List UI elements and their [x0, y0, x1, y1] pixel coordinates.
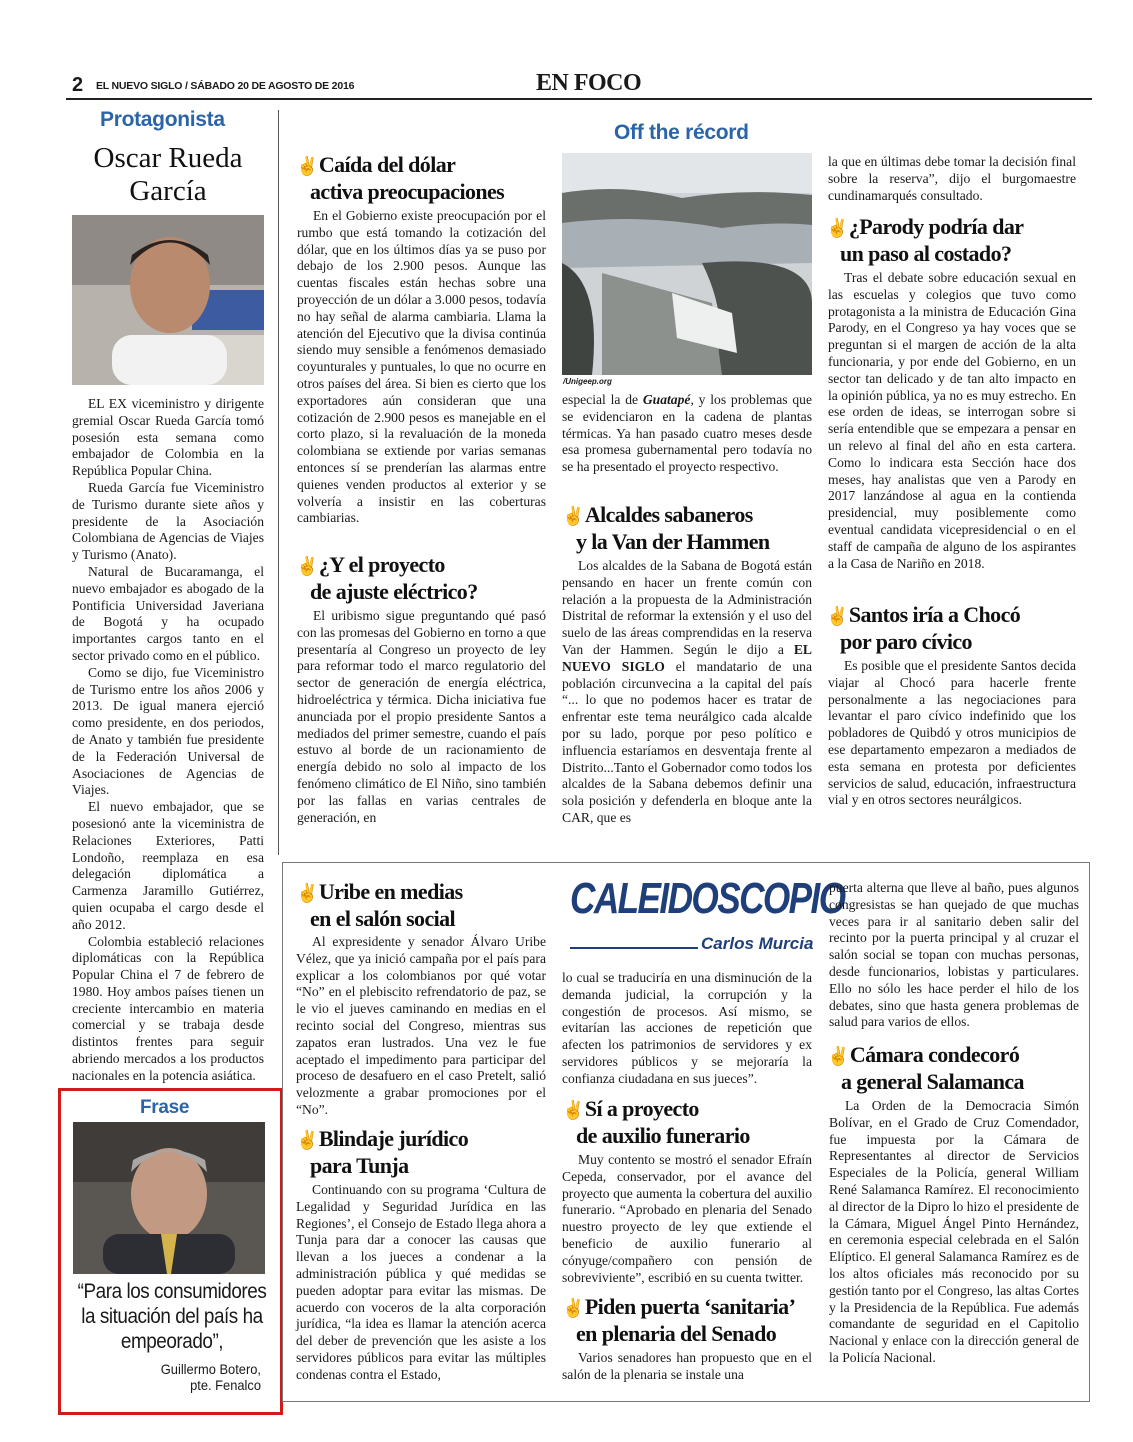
peace-sign-icon: ✌ [562, 1298, 584, 1318]
article-alcaldes-sabaneros: Los alcaldes de la Sabana de Bogotá están pensando en hacer un frente común con relación a la propuesta de la Administración Distrital de reformar la extensión y el uso del suelo de las áreas comprendidas en la reserva Van der Hammen. Según le dijo a EL NUEVO SIGLO el mandatario de una población circunvecina a la capital del país “... lo que no podemos hacer es tratar de enfrentar este tema neurálgico cada alcalde por su lado, porque por peso político e influencia estaríamos en desventaja frente al Distrito...Tanto el Gobernador como todos los alcaldes de la Sabana debemos definir una sola posición y defenderla en bloque ante la CAR, que es [562, 558, 812, 825]
protagonista-paragraph: Natural de Bucaramanga, el nuevo embajador es abogado de la Pontificia Universidad Javeriana de Bogotá y ha ocupado importantes cargos tanto en el sector privado como en el público. [72, 563, 264, 663]
caleidoscopio-author: Carlos Murcia [701, 934, 814, 953]
protagonista-name: Oscar Rueda García [93, 142, 243, 207]
protagonist-photo [72, 215, 264, 385]
article-caida-dolar: En el Gobierno existe preocupación por el rumbo que está tomando la cotización del dólar, que en los últimos días ya se puso por debajo de los 2.900 pesos. Aunque las cuentas fiscales están hechas sobre una proyección de un dólar a 3.000 pesos, todavía no hay señal de alarma cambiaria. Llama la atención del Ejecutivo que la divisa continúa siendo muy sensible a fenómenos demasiado coyunturales y puntuales, lo que no ocurre en otros países del área. Si bien es cierto que los exportadores aún consideran que una cotización de 2.900 pesos es manejable en el corto plazo, si la revaluación de la moneda colombiana se extiende por varias semanas entonces sí se prenderían las alarmas entre quienes venden productos al exterior y se volvería a insistir en las coberturas cambiarias. [297, 208, 546, 526]
peace-sign-icon: ✌ [826, 606, 848, 626]
article-puerta-alterna: puerta alterna que lleve al baño, pues algunos congresistas se han quejado de que muchas veces para ir al sanitario deben salir del recinto por la puerta principal y al cruzar el salón social se topan con muchas personas, desde funcionarios, lobistas y particulares. Ello no sólo les hace perder el hilo de los debates, sino que hasta genera problemas de salud para varios de ellos. [829, 880, 1079, 1030]
frase-quote: “Para los consumidores la situación del país ha empeorado”, [77, 1280, 267, 1353]
article-blindaje-juridico: Continuando con su programa ‘Cultura de Legalidad y Seguridad Jurídica en las Regiones’, el Consejo de Estado llega ahora a Tunja para dar a conocer las causas que llevan a los jueces a condenar a la administración pública y qué medidas se pueden adoptar para evitar las mismas. De acuerdo con voceros de la alta corporación jurídica, “la idea es llamar la atención acerca del deber de prevención que les asiste a los servidores públicos para evitar las múltiples condenas contra el Estado, [296, 1182, 546, 1382]
peace-sign-icon: ✌ [562, 506, 584, 526]
headline-ajuste-electrico: ✌¿Y el proyecto de ajuste eléctrico? [296, 552, 478, 604]
headline-parody: ✌¿Parody podría dar un paso al costado? [826, 214, 1024, 266]
peace-sign-icon: ✌ [827, 1046, 849, 1066]
article-camara-condecoro: La Orden de la Democracia Simón Bolívar, en el Grado de Cruz Comendador, fue impuesta por la Cámara de Representantes al director de Servicios Especiales de la Policía, general William René Salamanca Ramírez. El reconocimiento al director de la Dipro lo hizo el presidente de la Cámara, Miguel Ángel Pinto Hernández, en ceremonia especial celebrada en el Salón Elíptico. El general Salamanca Ramírez es de los altos oficiales más reconocido por su gestión tanto por el Congreso, las altas Cortes y la Presidencia de la República. Fue además comandante de seguridad en el Capitolio Nacional y enlace con la dirección general de la Policía Nacional. [829, 1098, 1079, 1365]
protagonista-kicker: Protagonista [100, 108, 225, 131]
article-santos-choco: Es posible que el presidente Santos decida viajar al Chocó para hacerle frente personalmente a las negociaciones para levantar el paro cívico indefinido que los pobladores de Quibdó y otros municipios de ese departamento empezaron a mediados de esta semana en protesta por deficientes servicios de salud, educación, infraestructura vial y en otros sectores neurálgicos. [828, 658, 1076, 808]
article-puerta-sanitaria: Varios senadores han propuesto que en el salón de la plenaria se instale una [562, 1350, 812, 1382]
peace-sign-icon: ✌ [296, 156, 318, 176]
headline-camara-condecoro: ✌Cámara condecoró a general Salamanca [827, 1042, 1024, 1094]
protagonista-paragraph: Rueda García fue Viceministro de Turismo durante siete años y presidente de la Asociación Colombiana de Agencias de Viajes y Turismo (Anato). [72, 479, 264, 563]
frase-kicker: Frase [140, 1097, 190, 1118]
section-title: EN FOCO [536, 70, 642, 96]
protagonista-paragraph: Colombia estableció relaciones diplomáticas con la República Popular China el 7 de febrero de 1980. Hoy ambos países tienen un creciente intercambio en materia comercial y se trabaja desde distintos frentes para seguir abriendo mercados a los productos nacionales en la potencia asiática. [72, 933, 264, 1083]
caleidoscopio-title: CALEIDOSCOPIO [570, 874, 845, 923]
off-record-kicker: Off the récord [614, 121, 749, 144]
headline-uribe-medias: ✌Uribe en medias en el salón social [296, 879, 463, 931]
frase-photo [73, 1122, 265, 1274]
photo-credit: /Unigeep.org [563, 377, 612, 386]
column-separator [278, 110, 279, 855]
peace-sign-icon: ✌ [296, 556, 318, 576]
headline-puerta-sanitaria: ✌Piden puerta ‘sanitaria’ en plenaria del Senado [562, 1294, 796, 1346]
peace-sign-icon: ✌ [562, 1100, 584, 1120]
protagonista-body [72, 396, 264, 1085]
article-parody: Tras el debate sobre educación sexual en las escuelas y colegios que tuvo como protagonista a la ministra de Educación Gina Parody, en el Congreso ya hay voces que se preguntan si el margen de acción de la alta funcionaria, y por ende del Gobierno, en un sector tan delicado y de tan alto impacto en la opinión pública, ya no es muy estrecho. En ese orden de ideas, se interrogan sobre si sería entendible que se empezara a pensar en un relevo al final del año en esta cartera. Como lo indicara esta Sección hace dos meses, hay analistas que ven a Parody en 2017 lanzándose al agua en la contienda presidencial, muy posiblemente como eventual candidata vicepresidencial o en el staff de campaña de alguno de los aspirantes a la Casa de Nariño en 2018. [828, 270, 1076, 571]
headline-auxilio-funerario: ✌Sí a proyecto de auxilio funerario [562, 1096, 750, 1148]
headline-caida-dolar: ✌Caída del dólar activa preocupaciones [296, 152, 505, 204]
peace-sign-icon: ✌ [296, 1130, 318, 1150]
caleidoscopio-rule [570, 947, 698, 949]
headline-alcaldes-sabaneros: ✌Alcaldes sabaneros y la Van der Hammen [562, 502, 770, 554]
frase-box [58, 1088, 283, 1415]
peace-sign-icon: ✌ [826, 218, 848, 238]
article-uribe-medias: Al expresidente y senador Álvaro Uribe Vélez, que ya inició campaña por el país para explicar a los colombianos por qué votar “No” en el plebiscito refrendatorio de paz, se le vio el jueves caminando en medias en el recinto social del Congreso, mientras sus zapatos eran lustrados. Una vez le fue aceptado el impedimento para participar del proceso de desafuero en el caso Pretelt, salió velozmente a grabar promociones por el “No”. [296, 934, 546, 1117]
page-number: 2 [72, 74, 84, 96]
article-guatape: especial la de Guatapé, y los problemas que se evidenciaron en la cadena de plantas térmicas. Ya han pasado cuatro meses desde esa promesa gubernamental pero todavía no se ha presentado el proyecto respectivo. [562, 392, 812, 475]
frase-author: Guillermo Botero, pte. Fenalco [160, 1361, 261, 1393]
paper-date: EL NUEVO SIGLO / SÁBADO 20 DE AGOSTO DE 2016 [96, 80, 355, 92]
peace-sign-icon: ✌ [296, 883, 318, 903]
article-demanda-judicial: lo cual se traduciría en una disminución de la demanda judicial, la corrupción y la congestión de procesos. Así mismo, se evitarían las acciones de repetición que afecten los patrimonios de servidores y ex servidores públicos y se mejoraría la confianza ciudadana en sus jueces”. [562, 970, 812, 1086]
article-burgomaestre: la que en últimas debe tomar la decisión final sobre la reserva”, dijo el burgomaestre cundinamarqués consultado. [828, 154, 1076, 203]
article-ajuste-electrico: El uribismo sigue preguntando qué pasó con las promesas del Gobierno en torno a que presentaría al Congreso un proyecto de ley para reformar todo el marco regulatorio del sector de generación de energía eléctrica, hidroeléctrica y térmica. Dicha iniciativa fue anunciada por el propio presidente Santos a mediados del primer semestre, cuando el país estuvo al borde de un racionamiento de energía debido no solo al impacto de los fenómeno climático de El Niño, sino también por las fallas en varias centrales de generación, en [297, 608, 546, 825]
headline-blindaje-juridico: ✌Blindaje jurídico para Tunja [296, 1126, 469, 1178]
article-auxilio-funerario: Muy contento se mostró el senador Efraín Cepeda, conservador, por el avance del proyecto que aumenta la cobertura del auxilio funerario. “Aprobado en plenaria del Senado nuestro proyecto de ley que extiende el beneficio de auxilio funerario al cónyuge/compañero con pensión de sobreviviente”, escribió en su cuenta twitter. [562, 1152, 812, 1285]
headline-santos-choco: ✌Santos iría a Chocó por paro cívico [826, 602, 1021, 654]
header-rule [66, 98, 1092, 100]
protagonista-paragraph: EL EX viceministro y dirigente gremial Oscar Rueda García tomó posesión esta semana como embajador de Colombia en la República Popular China. [72, 396, 264, 479]
protagonista-paragraph: Como se dijo, fue Viceministro de Turismo entre los años 2006 y 2013. De igual manera ejerció como presidente, en dos periodos, de Anato y también fue presidente de la Federación Universal de Asociaciones de Agencias de Viajes. [72, 664, 264, 798]
protagonista-paragraph: El nuevo embajador, que se posesionó ante la viceministra de Relaciones Exteriores, Patti Londoño, reemplaza en esa delegación diplomática a Carmenza Jaramillo Gutiérrez, quien ocupaba el cargo desde el año 2012. [72, 799, 264, 932]
dam-photo [562, 153, 812, 375]
